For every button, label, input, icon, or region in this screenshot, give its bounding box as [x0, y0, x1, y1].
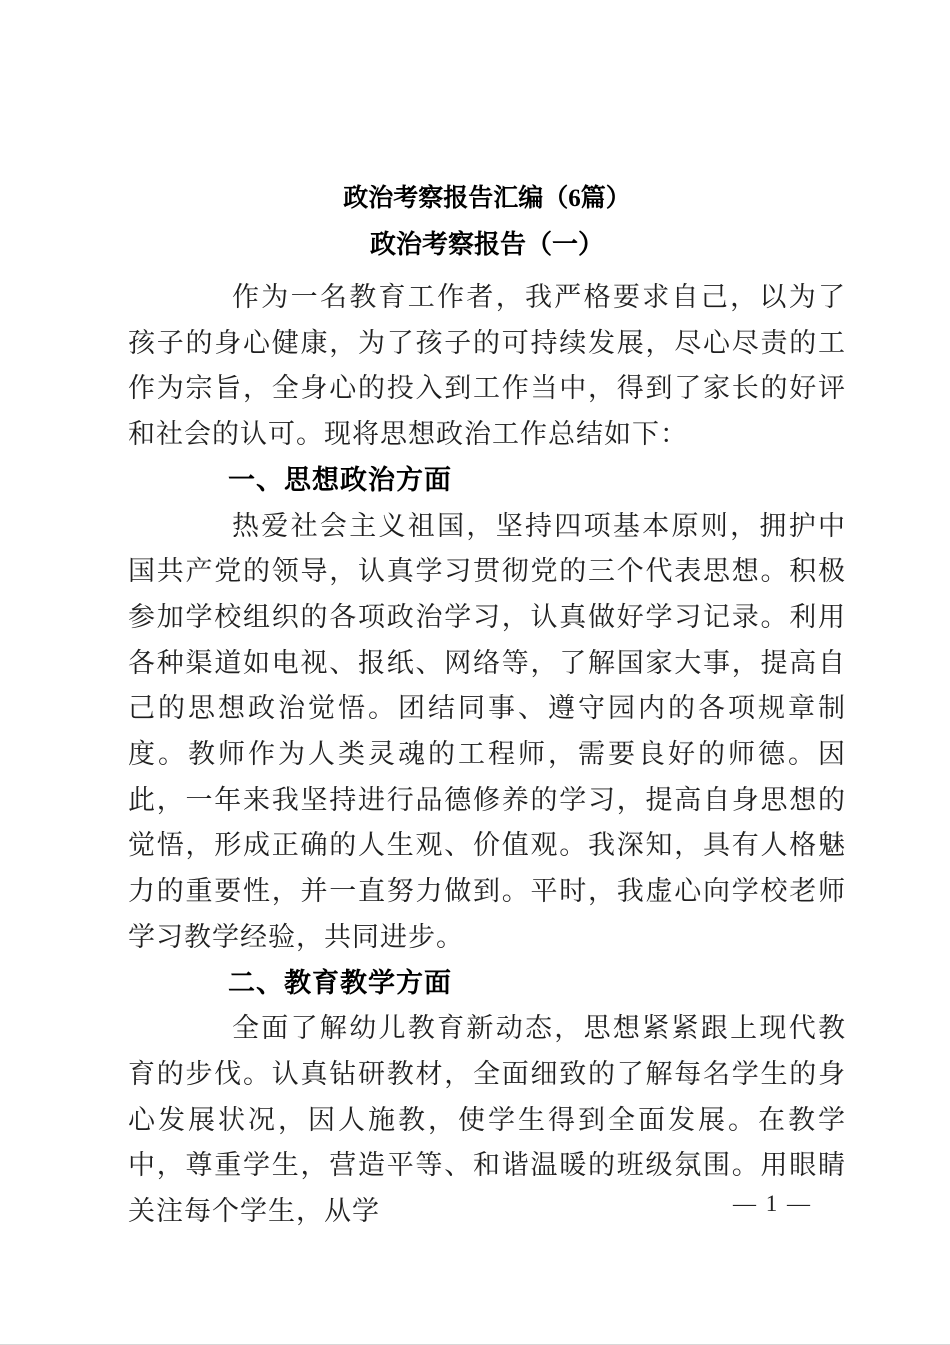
document-body [128, 176, 846, 1235]
paragraph-teaching: 全面了解幼儿教育新动态，思想紧紧跟上现代教育的步伐。认真钻研教材，全面细致的了解每名学生的身心发展状况，因人施教，使学生得到全面发展。在教学中，尊重学生，营造平等、和谐温暖的班级氛围。用眼睛关注每个学生，从学 [128, 1013, 846, 1227]
section-heading-teaching: 二、教育教学方面 [228, 967, 452, 998]
page-number: — 1 — [733, 1191, 812, 1216]
paragraph-intro: 作为一名教育工作者，我严格要求自己，以为了孩子的身心健康，为了孩子的可持续发展，尽心尽责的工作为宗旨，全身心的投入到工作当中，得到了家长的好评和社会的认可。现将思想政治工作总结如下： [128, 282, 846, 450]
document-title: 政治考察报告汇编（6篇） [343, 185, 631, 212]
document-subtitle: 政治考察报告（一） [369, 230, 604, 259]
paragraph-ideology: 热爱社会主义祖国，坚持四项基本原则，拥护中国共产党的领导，认真学习贯彻党的三个代表思想。积极参加学校组织的各项政治学习，认真做好学习记录。利用各种渠道如电视、报纸、网络等，了解国家大事，提高自己的思想政治觉悟。团结同事、遵守园内的各项规章制度。教师作为人类灵魂的工程师，需要良好的师德。因此，一年来我坚持进行品德修养的学习，提高自身思想的觉悟，形成正确的人生观、价值观。我深知，具有人格魅力的重要性，并一直努力做到。平时，我虚心向学校老师学习教学经验，共同进步。 [128, 510, 846, 952]
section-heading-ideology: 一、思想政治方面 [228, 464, 452, 495]
